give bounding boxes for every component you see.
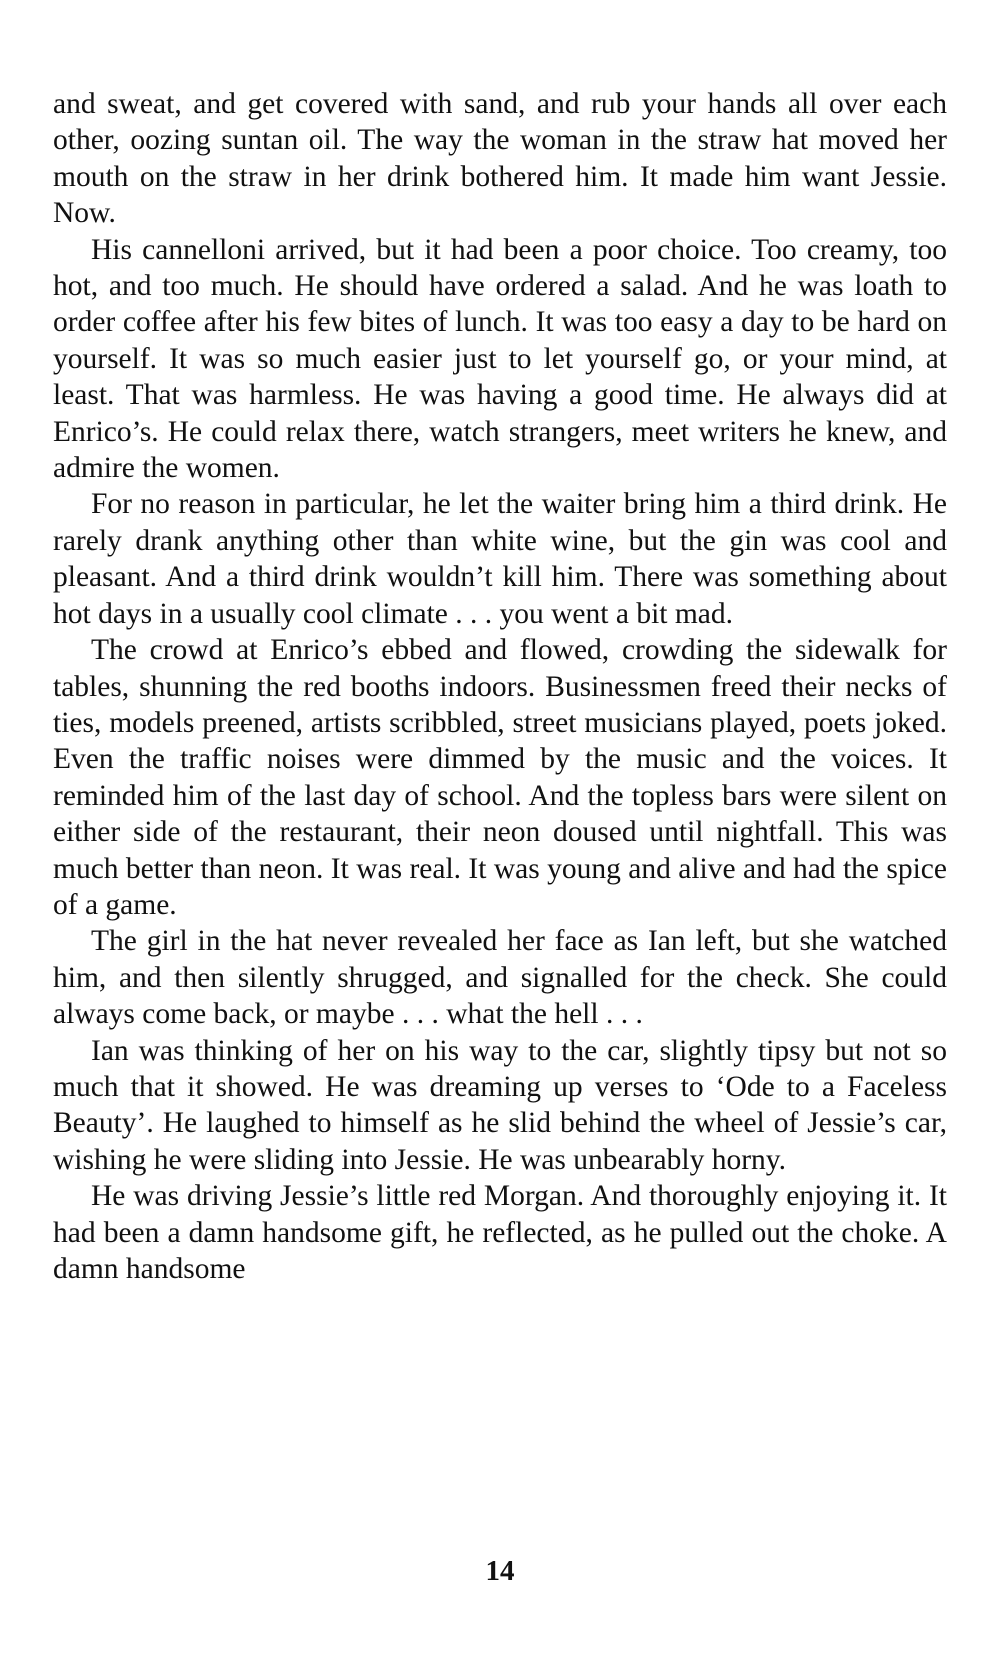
paragraph-2: His cannelloni arrived, but it had been a poor choice. Too creamy, too hot, and too much. He should have ordered a salad. And he was loath to order coffee after his few bites of lunch. It was too easy a day to be hard on yourself. It was so much easier just to let yourself go, or your mind, at least. That was harmless. He was having a good time. He always did at Enrico’s. He could relax there, watch strangers, meet writers he knew, and admire the women. — [53, 233, 947, 485]
paragraph-1: and sweat, and get covered with sand, and rub your hands all over each other, oozing suntan oil. The way the woman in the straw hat moved her mouth on the straw in her drink bothered him. It made him want Jessie. Now. — [53, 88, 947, 230]
paragraph-3: For no reason in particular, he let the waiter bring him a third drink. He rarely drank anything other than white wine, but the gin was cool and pleasant. And a third drink wouldn’t kill him. There was something about hot days in a usually cool climate . . . you went a bit mad. — [53, 488, 947, 630]
body-text — [53, 86, 947, 1287]
paragraph-4: The crowd at Enrico’s ebbed and flowed, crowding the sidewalk for tables, shunning the red booths indoors. Businessmen freed their necks of ties, models preened, artists scribbled, street musicians played, poets joked. Even the traffic noises were dimmed by the music and the voices. It reminded him of the last day of school. And the topless bars were silent on either side of the restaurant, their neon doused until nightfall. This was much better than neon. It was real. It was young and alive and had the spice of a game. — [53, 634, 947, 921]
paragraph-6: Ian was thinking of her on his way to the car, slightly tipsy but not so much that it showed. He was dreaming up verses to ‘Ode to a Faceless Beauty’. He laughed to himself as he slid behind the wheel of Jessie’s car, wishing he were sliding into Jessie. He was unbearably horny. — [53, 1034, 947, 1176]
paragraph-7: He was driving Jessie’s little red Morgan. And thoroughly enjoying it. It had been a damn handsome gift, he reflected, as he pulled out the choke. A damn handsome — [53, 1180, 947, 1285]
page-number: 14 — [485, 1555, 515, 1587]
paragraph-5: The girl in the hat never revealed her face as Ian left, but she watched him, and then silently shrugged, and signalled for the check. She could always come back, or maybe . . . what the hell . . . — [53, 925, 947, 1031]
